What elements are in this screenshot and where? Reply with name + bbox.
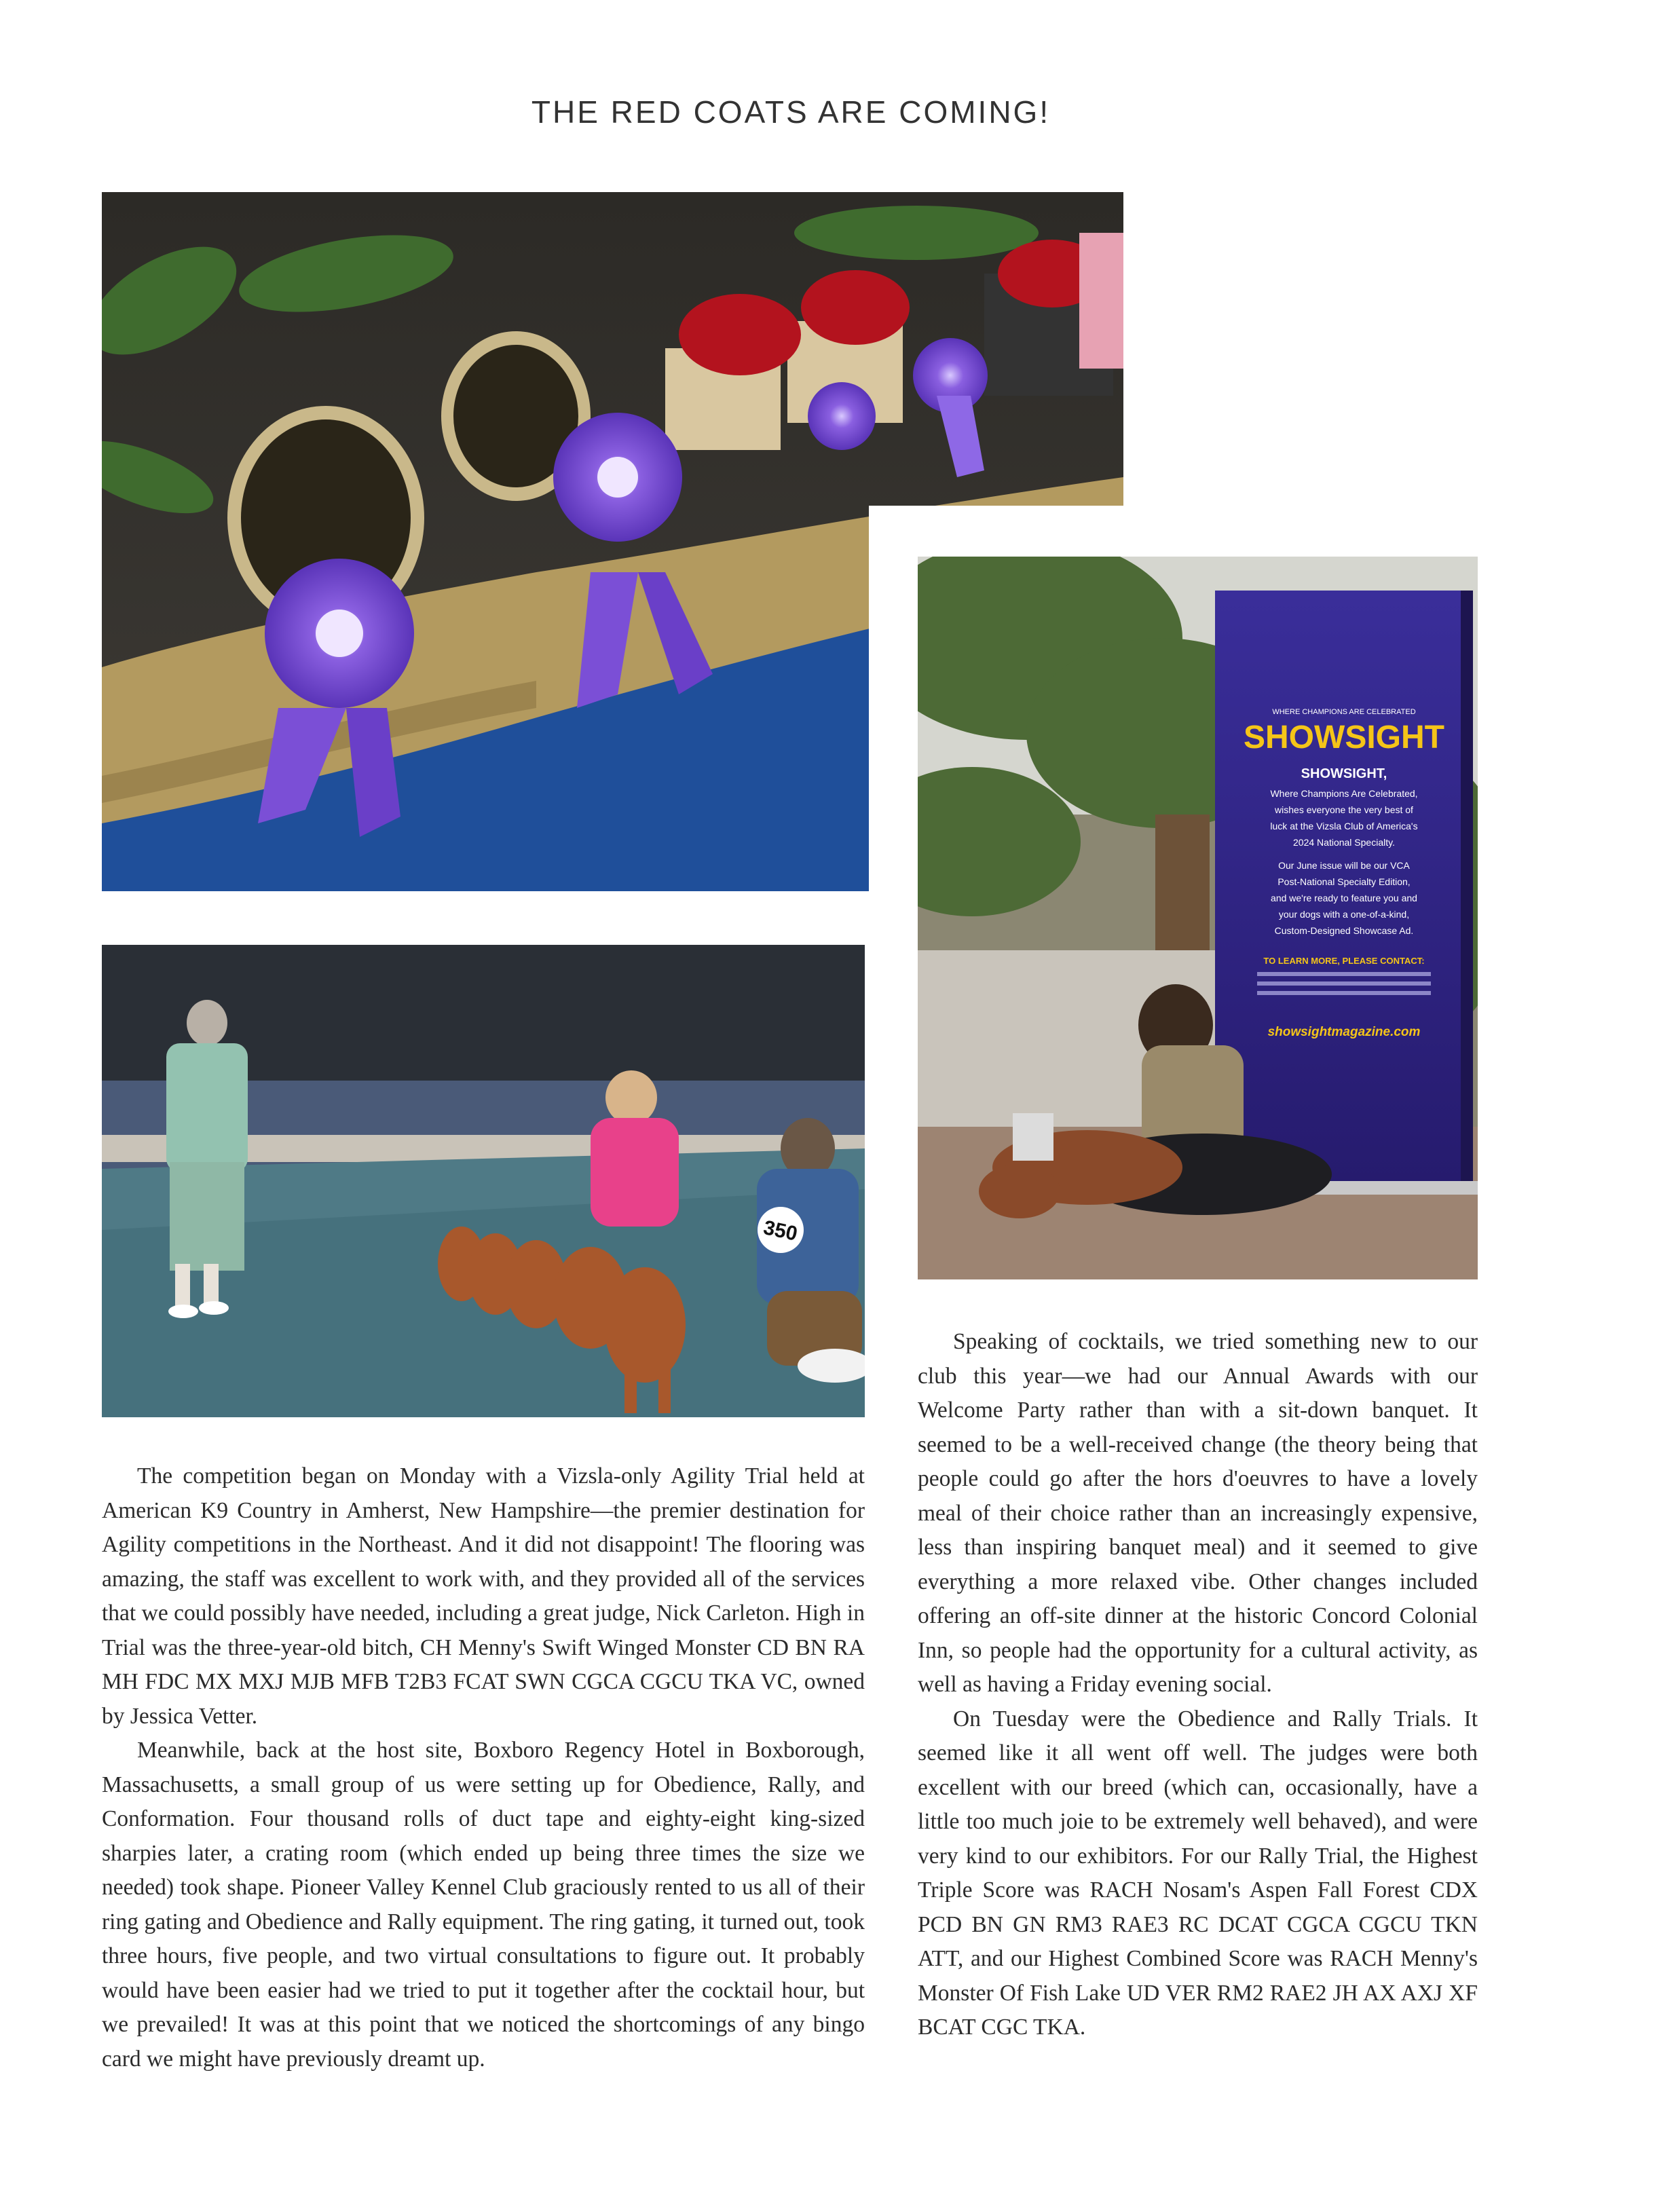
banner-line: luck at the Vizsla Club of America's [1270,821,1418,831]
banner-website: showsightmagazine.com [1267,1025,1421,1039]
article-paragraph: The competition began on Monday with a Vizsla-only Agility Trial held at American K9 Country in Amherst, New Hampshire—the premier destination for Agility competitions in the Northeast. And it did not disappoint! The flooring was amazing, the staff was excellent to work with, and they provided all of the services that we could possibly have needed, including a great judge, Nick Carleton. High in Trial was the three-year-old bitch, CH Menny's Swift Winged Monster CD BN RA MH FDC MX MXJ MJB MFB T2B3 FCAT SWN CGCA CGCU TKA VC, owned by Jessica Vetter. [102,1463,865,1729]
article-column-left [102,1459,865,2076]
banner-line: Post-National Specialty Edition, [1277,876,1411,887]
banner-brand-sub: SHOWSIGHT, [1301,766,1387,781]
article-column-right [918,1325,1478,2045]
article-paragraph: Meanwhile, back at the host site, Boxboro Regency Hotel in Boxborough, Massachusetts, a small group of us were setting up for Obedience, Rally, and Conformation. Four thousand rolls of duct tape and eighty-eight king-sized sharpies later, a crating room (which ended up being three times the size we needed) took shape. Pioneer Valley Kennel Club graciously rented to us all of their ring gating and Obedience and Rally equipment. The ring gating, it turned out, took three hours, five people, and two virtual consultations to figure out. It probably would have been easier had we tried to put it together after the cocktail hour, but we prevailed! It was at this point that we noticed the shortcomings of any bingo card we might have previously dreamt up. [102,1738,865,2072]
banner-contact-heading: TO LEARN MORE, PLEASE CONTACT: [1263,956,1425,966]
banner-line: Where Champions Are Celebrated, [1270,788,1418,799]
banner-brand: SHOWSIGHT [1244,719,1444,755]
page-header: THE RED COATS ARE COMING! [531,94,1051,130]
banner-line: wishes everyone the very best of [1275,804,1413,815]
conformation-ring-photo [102,945,865,1417]
banner-line: Our June issue will be our VCA [1278,860,1410,871]
banner-line: and we're ready to feature you and [1271,893,1417,903]
banner-tagline: WHERE CHAMPIONS ARE CELEBRATED [1272,708,1416,716]
banner-scene-illustration [918,557,1478,1279]
banner-line: 2024 National Specialty. [1293,837,1395,848]
article-paragraph: Speaking of cocktails, we tried something new to our club this year—we had our Annual Awards with our Welcome Party rather than with a sit-down banquet. It seemed to be a well-received change (the theory being that people could go after the hors d'oeuvres to have a lovely meal of their choice rather than an increasingly expensive, less than inspiring banquet meal) and it seemed to give everything a more relaxed vibe. Other changes included offering an off-site dinner at the historic Concord Colonial Inn, so people had the opportunity for a cultural activity, as well as having a Friday evening social. [918,1329,1478,1697]
armband-number: 350 [761,1216,800,1246]
article-paragraph: On Tuesday were the Obedience and Rally Trials. It seemed like it all went off well. The judges were both excellent with our breed (which can, occasionally, have a little too much joie to be extremely well behaved), and were very kind to our exhibitors. For our Rally Trial, the Highest Triple Score was RACH Nosam's Aspen Fall Forest CDX PCD BN GN RM3 RAE3 RC DCAT CGCA CGCU TKN ATT, and our Highest Combined Score was RACH Menny's Monster Of Fish Lake UD VER RM2 RAE2 JH AX AXJ XF BCAT CGC TKA. [918,1706,1478,2040]
showsight-banner-photo [918,557,1478,1279]
banner-line: Custom-Designed Showcase Ad. [1274,925,1414,936]
banner-line: your dogs with a one-of-a-kind, [1278,909,1410,920]
ring-scene-illustration [102,945,865,1417]
